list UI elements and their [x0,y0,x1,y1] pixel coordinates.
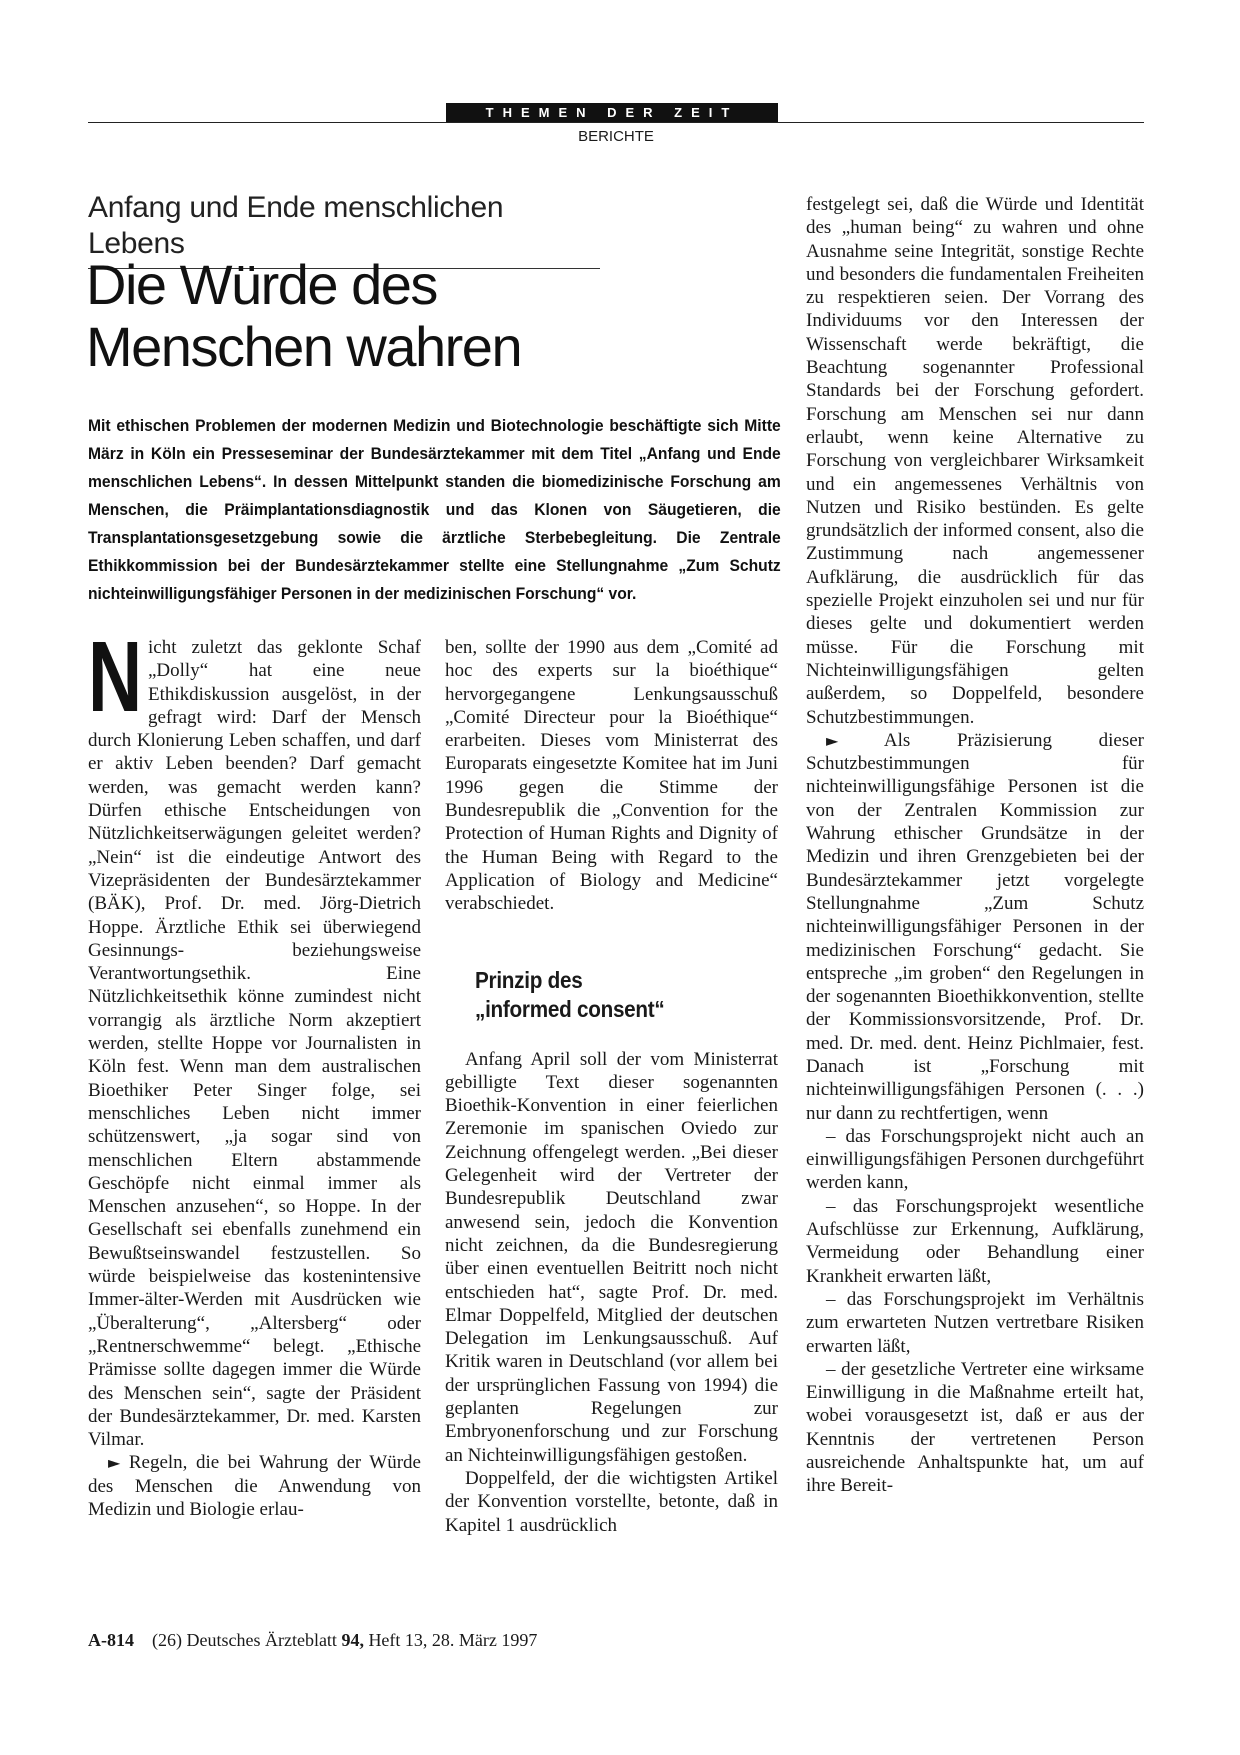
paragraph: ben, sollte der 1990 aus dem „Comité ad hoc des experts sur la bioéthique“ hervorgegangene Lenkungsausschuß „Comité Directeur pour la Bioéthique“ erarbeiten. Dieses vom Ministerrat des Europarats eingesetzte Komitee hat im Juni 1996 gegen die Stimme der Bundesrepublik die „Convention for the Protection of Human Rights and Dignity of the Human Being with Regard to the Application of Biology and Medicine“ verabschiedet. [445,637,778,915]
list-item: – der gesetzliche Vertreter eine wirksame Einwilligung in die Maßnahme erteilt hat, wobei vorausgesetzt ist, daß er aus der Kenntnis der vertretenen Person ausreichende Anhaltspunkte hat, um auf ihre Bereit- [806,1358,1144,1497]
header-rule [88,122,1144,123]
drop-cap: N [88,621,143,733]
subheading-line-2: „informed consent“ [475,995,665,1022]
article-lead: Mit ethischen Problemen der modernen Medizin und Biotechnologie beschäftigte sich Mitte März in Köln ein Presseseminar der Bundesärztekammer mit dem Titel „Anfang und Ende menschlichen Lebens“. In dessen Mittelpunkt standen die biomedizinische Forschung am Menschen, die Präimplantationsdiagnostik und das Klonen von Säugetieren, die Transplantationsgesetzgebung sowie die ärztliche Sterbebegleitung. Die Zentrale Ethikkommission bei der Bundesärztekammer stellte eine Stellungnahme „Zum Schutz nichteinwilligungsfähiger Personen in der medizinischen Forschung“ vor. [88,416,781,603]
paragraph-text: icht zuletzt das geklonte Schaf „Dolly“ hat eine neue Ethikdiskussion ausgelöst, in der gefragt wird: Darf der Mensch durch Klonierung Leben schaffen, und darf er aktiv Leben beenden? Darf gemacht werden, was gemacht werden kann? Dürfen ethische Entscheidungen von Nützlichkeitserwägungen geleitet werden? „Nein“ ist die eindeutige Antwort des Vizepräsidenten der Bundesärztekammer (BÄK), Prof. Dr. med. Jörg-Dietrich Hoppe. Ärztliche Ethik sei überwiegend Gesinnungs- beziehungsweise Verantwortungsethik. Eine Nützlichkeitsethik könne zumindest nicht vorrangig als ärztliche Norm akzeptiert werden, stellte Hoppe vor Journalisten in Köln fest. Wenn man dem australischen Bioethiker Peter Singer folge, sei menschliches Leben nicht immer schützenswert, „ja sogar sind von menschlichen Eltern abstammende Geschöpfe nicht einmal immer als Menschen anzusehen“, so Hoppe. In der Gesellschaft sei ebenfalls zunehmend ein Bewußtseinswandel festzustellen. So würde beispielweise das kostenintensive Immer-älter-Werden mit Ausdrücken wie „Überalterung“, „Altersberg“ oder „Rentnerschwemme“ belegt. „Ethische Prämisse sollte dagegen immer die Würde des Menschen sein“, sagte der Präsident der Bundesärztekammer, Dr. med. Karsten Vilmar. [88,637,421,1451]
article-headline [86,254,726,378]
paragraph: Doppelfeld, der die wichtigsten Artikel der Konvention vorstellte, betonte, daß in Kapitel 1 ausdrücklich [445,1467,778,1536]
section-label: BERICHTE [578,128,654,145]
subheading-line-1: Prinzip des [475,966,583,993]
paragraph: festgelegt sei, daß die Würde und Identität des „human being“ zu wahren und ohne Ausnahme seine Integrität, sonstige Rechte und besonders die fundamentalen Freiheiten zu respektieren seien. Der Vorrang des Individuums vor den Interessen der Wissenschaft werde bekräftigt, die Beachtung sogenannter Professional Standards bei der Forschung gefordert. Forschung am Menschen sei nur dann erlaubt, wenn keine Alternative zu Forschung von vergleichbarer Wirksamkeit und ein angemessenes Verhältnis von Nutzen und Risiko bestünden. Es gelte grundsätzlich der informed consent, also die Zustimmung nach angemessener Aufklärung, die ausdrücklich für das spezielle Projekt einzuholen sei und nur für dieses gelte und dokumentiert werden müsse. Für die Forschung mit Nichteinwilligungsfähigen gelten außerdem, so Doppelfeld, besondere Schutzbestimmungen. [806,194,1144,728]
page-number: A-814 [88,1630,134,1650]
issue-date: Heft 13, 28. März 1997 [363,1630,538,1650]
list-item: – das Forschungsprojekt wesentliche Aufschlüsse zur Erkennung, Aufklärung, Vermeidung oder Behandlung einer Krankheit erwarten läßt, [806,1195,1144,1287]
paragraph [88,621,421,1451]
paragraph [88,1451,421,1521]
triangle-arrow-icon: ► [108,1453,121,1473]
subheading [475,966,748,1024]
paragraph: Anfang April soll der vom Ministerrat gebilligte Text dieser sogenannten Bioethik-Konvention in einer feierlichen Zeremonie im spanischen Oviedo zur Zeichnung offengelegt werden. „Bei dieser Gelegenheit wird der Vertreter der Bundesrepublik Deutschland zwar anwesend sein, jedoch die Konvention nicht zeichnen, da die Bundesregierung über einen eventuellen Beitritt noch nicht entschieden hat“, sagte Prof. Dr. med. Elmar Doppelfeld, Mitglied der deutschen Delegation im Lenkungsausschuß. Auf Kritik waren in Deutschland (vor allem bei der ursprünglichen Fassung von 1994) die geplanten Regelungen zur Embryonenforschung und zur Forschung an Nichteinwilligungsfähigen gestoßen. [445,1048,778,1466]
volume-number: 94, [341,1630,364,1650]
column-3 [806,193,1144,1603]
article-kicker: Anfang und Ende menschlichen Lebens [88,190,600,269]
column-2 [445,636,778,1596]
triangle-arrow-icon: ► [826,730,839,750]
page-footer [88,1628,788,1652]
headline-line-2: Menschen wahren [86,315,522,378]
paragraph [806,729,1144,1125]
list-item: – das Forschungsprojekt nicht auch an einwilligungsfähigen Personen durchgeführt werden kann, [806,1125,1144,1194]
list-item: – das Forschungsprojekt im Verhältnis zum erwarteten Nutzen vertretbare Risiken erwarten läßt, [806,1288,1144,1357]
paragraph-text: Regeln, die bei Wahrung der Würde des Menschen die Anwendung von Medizin und Biologie erlau- [88,1452,421,1520]
column-1 [88,621,421,1596]
paragraph-text: Als Präzisierung dieser Schutzbestimmungen für nichteinwilligungsfähige Personen ist die von der Zentralen Kommission zur Wahrung ethischer Grundsätze in der Medizin und ihren Grenzgebieten bei der Bundesärztekammer jetzt vorgelegte Stellungnahme „Zum Schutz nichteinwilligungsfähiger Personen in der medizinischen Forschung“ gedacht. Sie entspreche „im groben“ den Regelungen in der sogenannten Bioethikkonvention, stellte der Kommissionsvorsitzende, Prof. Dr. med. Dr. med. dent. Heinz Pichlmaier, fest. Danach ist „Forschung mit nichteinwilligungsfähigen Personen (. . .) nur dann zu rechtfertigen, wenn [806,729,1144,1124]
rubric-banner: THEMEN DER ZEIT [446,103,778,123]
headline-line-1: Die Würde des [86,253,437,316]
journal-name: (26) Deutsches Ärzteblatt [152,1630,342,1650]
